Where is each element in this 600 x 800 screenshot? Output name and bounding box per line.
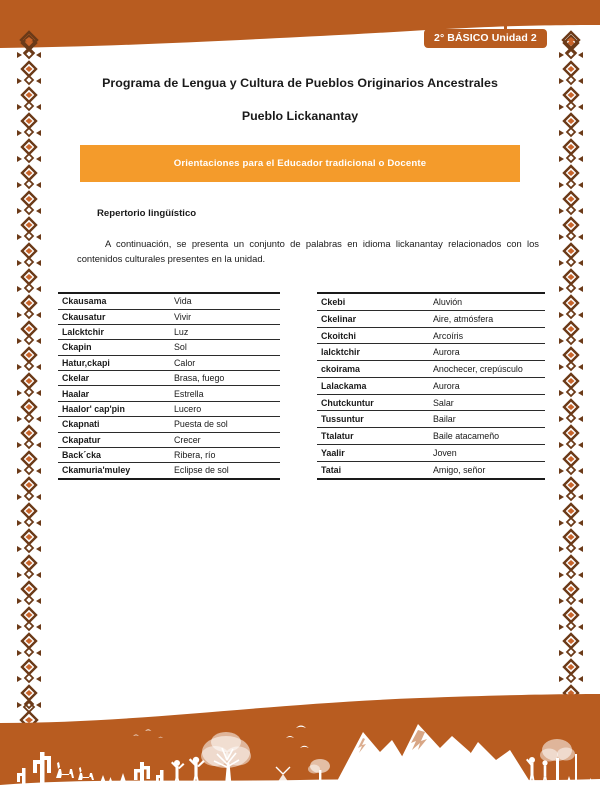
document-content	[55, 60, 545, 480]
table-row	[58, 432, 280, 447]
vocabulary-term: Ckapnati	[58, 417, 170, 432]
table-row	[58, 340, 280, 355]
intro-paragraph: A continuación, se presenta un conjunto de palabras en idioma lickanantay relacionados con los contenidos culturales presentes en la unidad.	[77, 238, 539, 264]
table-row	[317, 310, 545, 327]
table-row	[58, 293, 280, 309]
table-row	[58, 309, 280, 324]
vocabulary-term: Ckelar	[58, 371, 170, 386]
vocabulary-term: ckoirama	[317, 361, 429, 378]
vocabulary-term: Haalar	[58, 386, 170, 401]
vocabulary-definition: Vida	[170, 293, 280, 309]
orientation-banner	[80, 145, 520, 182]
table-row	[58, 371, 280, 386]
vocabulary-definition: Aire, atmósfera	[429, 310, 545, 327]
vocabulary-definition: Calor	[170, 355, 280, 370]
vocabulary-term: Ckausatur	[58, 309, 170, 324]
vocabulary-definition: Puesta de sol	[170, 417, 280, 432]
table-row	[317, 293, 545, 310]
vocabulary-definition: Amigo, señor	[429, 461, 545, 478]
vocabulary-definition: Aurora	[429, 344, 545, 361]
vocabulary-definition: Baile atacameño	[429, 428, 545, 445]
vocabulary-definition: Eclipse de sol	[170, 463, 280, 479]
vocabulary-table-left	[58, 292, 280, 480]
vocabulary-term: lalcktchir	[317, 344, 429, 361]
vocabulary-term: Yaalir	[317, 444, 429, 461]
vocabulary-definition: Crecer	[170, 432, 280, 447]
table-row	[317, 327, 545, 344]
vocabulary-definition: Ribera, río	[170, 447, 280, 462]
table-row	[317, 411, 545, 428]
page-subtitle: Pueblo Lickanantay	[241, 109, 359, 123]
vocabulary-definition: Aluvión	[429, 293, 545, 310]
table-row	[58, 355, 280, 370]
table-row	[317, 444, 545, 461]
vocabulary-tables	[55, 266, 545, 480]
vocabulary-term: Haalor' cap'pin	[58, 401, 170, 416]
table-row	[317, 428, 545, 445]
vocabulary-term: Ckebi	[317, 293, 429, 310]
table-row	[317, 394, 545, 411]
vocabulary-term: Ckelinar	[317, 310, 429, 327]
table-row	[317, 361, 545, 378]
vocabulary-term: Hatur,ckapi	[58, 355, 170, 370]
vocabulary-term: Lalackama	[317, 377, 429, 394]
table-row	[58, 401, 280, 416]
table-row	[317, 344, 545, 361]
vocabulary-definition: Lucero	[170, 401, 280, 416]
vocabulary-definition: Salar	[429, 394, 545, 411]
vocabulary-definition: Joven	[429, 444, 545, 461]
page-title: Programa de Lengua y Cultura de Pueblos Originarios Ancestrales	[102, 76, 498, 90]
table-row	[58, 447, 280, 462]
vocabulary-definition: Brasa, fuego	[170, 371, 280, 386]
table-row	[58, 386, 280, 401]
vocabulary-term: Back´cka	[58, 447, 170, 462]
table-row	[58, 417, 280, 432]
vocabulary-definition: Estrella	[170, 386, 280, 401]
vocabulary-definition: Arcoíris	[429, 327, 545, 344]
corner-ornament-icon	[16, 30, 42, 60]
vocabulary-term: Ckamuria'muley	[58, 463, 170, 479]
table-row	[317, 377, 545, 394]
table-row	[58, 463, 280, 479]
bottom-landscape-illustration	[0, 690, 600, 800]
vocabulary-definition: Aurora	[429, 377, 545, 394]
left-ornamental-border	[14, 34, 44, 716]
vocabulary-term: Ckoitchi	[317, 327, 429, 344]
vocabulary-term: Chutckuntur	[317, 394, 429, 411]
right-ornamental-border	[556, 34, 586, 716]
vocabulary-term: Ckapin	[58, 340, 170, 355]
vocabulary-term: Tatai	[317, 461, 429, 478]
orientation-banner-label: Orientaciones para el Educador tradicional o Docente	[173, 158, 427, 169]
vocabulary-term: Ckapatur	[58, 432, 170, 447]
corner-ornament-icon	[558, 30, 584, 60]
table-row	[317, 461, 545, 478]
vocabulary-definition: Luz	[170, 324, 280, 339]
vocabulary-term: Ckausama	[58, 293, 170, 309]
vocabulary-definition: Anochecer, crepúsculo	[429, 361, 545, 378]
vocabulary-table-right	[317, 292, 545, 480]
vocabulary-definition: Sol	[170, 340, 280, 355]
vocabulary-term: Lalcktchir	[58, 324, 170, 339]
vocabulary-definition: Bailar	[429, 411, 545, 428]
vocabulary-definition: Vivir	[170, 309, 280, 324]
section-heading: Repertorio lingüístico	[97, 208, 197, 219]
vocabulary-term: Ttalatur	[317, 428, 429, 445]
vocabulary-term: Tussuntur	[317, 411, 429, 428]
table-row	[58, 324, 280, 339]
unit-badge: 2° BÁSICO Unidad 2	[424, 29, 547, 48]
